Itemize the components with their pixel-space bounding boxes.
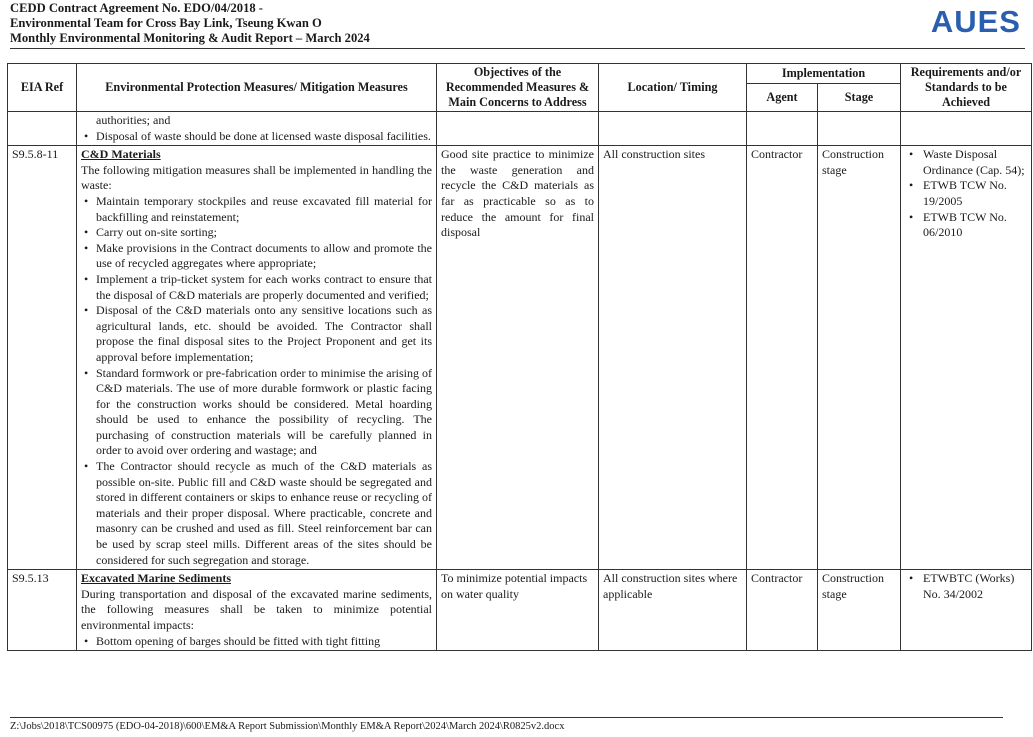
- measures-list: [81, 634, 432, 650]
- header-location: Location/ Timing: [599, 64, 747, 112]
- cell-objectives: Good site practice to minimize the waste generation and recycle the C&D materials as far as practicable so as to reduce the amount for final disposal: [437, 146, 599, 570]
- cell-eia-ref: S9.5.8-11: [8, 146, 77, 570]
- cell-objectives: To minimize potential impacts on water quality: [437, 570, 599, 651]
- cell-requirements: [901, 112, 1032, 146]
- file-path-footer: Z:\Jobs\2018\TCS00975 (EDO-04-2018)\600\EM&A Report Submission\Monthly EM&A Report\2024\March 2024\R0825v2.docx: [10, 721, 565, 732]
- header-requirements: Requirements and/or Standards to be Achieved: [901, 64, 1032, 112]
- measure-title: C&D Materials: [81, 147, 161, 162]
- list-item: • ETWB TCW No. 19/2005: [923, 178, 1027, 209]
- list-item: • Bottom opening of barges should be fitted with tight fitting: [96, 634, 432, 650]
- team-line: Environmental Team for Cross Bay Link, Tseung Kwan O: [10, 16, 322, 30]
- measure-intro: During transportation and disposal of the excavated marine sediments, the following measures shall be taken to minimize potential environmental impacts:: [81, 586, 432, 632]
- cell-requirements: [901, 570, 1032, 651]
- report-title-block: [10, 1, 370, 46]
- cell-objectives: [437, 112, 599, 146]
- cell-agent: Contractor: [747, 570, 818, 651]
- cell-agent: [747, 112, 818, 146]
- list-item: • Carry out on-site sorting;: [96, 225, 432, 241]
- cell-measures: [77, 570, 437, 651]
- header-implementation: Implementation: [747, 64, 901, 84]
- report-line: Monthly Environmental Monitoring & Audit Report – March 2024: [10, 31, 370, 45]
- cell-stage: Construction stage: [818, 146, 901, 570]
- requirements-list: [905, 147, 1027, 241]
- header-divider: [10, 48, 1025, 49]
- list-item: • Implement a trip-ticket system for each works contract to ensure that the disposal of C&D materials are properly documented and verified;: [96, 272, 432, 303]
- mitigation-measures-table: [7, 63, 1032, 651]
- list-item: • ETWBTC (Works) No. 34/2002: [923, 571, 1027, 602]
- measures-list: [81, 194, 432, 568]
- list-item: • Make provisions in the Contract documents to allow and promote the use of recycled aggregates where appropriate;: [96, 241, 432, 272]
- continued-text: authorities; and: [96, 113, 171, 127]
- header-stage: Stage: [818, 84, 901, 112]
- cell-measures: [77, 146, 437, 570]
- list-item: • Standard formwork or pre-fabrication order to minimise the arising of C&D materials. The use of more durable formwork or plastic facing for the construction works should be considered. Metal hoarding should be used to enhance the possibility of recycling. The purchasing of construction materials will be carefully planned in order to avoid over ordering and wastage; and: [96, 366, 432, 460]
- cell-eia-ref: [8, 112, 77, 146]
- list-item: • Waste Disposal Ordinance (Cap. 54);: [923, 147, 1027, 178]
- cell-location: All construction sites where applicable: [599, 570, 747, 651]
- measures-list: [81, 129, 432, 145]
- list-item: • The Contractor should recycle as much of the C&D materials as possible on-site. Public fill and C&D waste should be segregated and stored in different containers or skips to enhance reuse or recycling of materials and their proper disposal. Where practicable, concrete and masonry can be crushed and used as fill. Steel reinforcement bar can be used by scrap steel mills. Different areas of the sites should be considered for such segregation and storage.: [96, 459, 432, 568]
- header-objectives: Objectives of the Recommended Measures & Main Concerns to Address: [437, 64, 599, 112]
- header-eia-ref: EIA Ref: [8, 64, 77, 112]
- requirements-list: [905, 571, 1027, 602]
- cell-requirements: [901, 146, 1032, 570]
- contract-line: CEDD Contract Agreement No. EDO/04/2018 -: [10, 1, 264, 15]
- list-item: • Maintain temporary stockpiles and reuse excavated fill material for backfilling and reinstatement;: [96, 194, 432, 225]
- measure-title: Excavated Marine Sediments: [81, 571, 231, 586]
- table-row: [8, 112, 1032, 146]
- cell-measures: [77, 112, 437, 146]
- cell-agent: Contractor: [747, 146, 818, 570]
- page-header: [10, 1, 1025, 47]
- list-item: • Disposal of the C&D materials onto any sensitive locations such as agricultural lands, etc. should be avoided. The Contractor shall propose the final disposal sites to the Project Proponent and get its approval before implementation;: [96, 303, 432, 365]
- cell-stage: Construction stage: [818, 570, 901, 651]
- aues-logo: AUES: [930, 4, 1021, 39]
- cell-stage: [818, 112, 901, 146]
- cell-location: All construction sites: [599, 146, 747, 570]
- measure-intro: The following mitigation measures shall be implemented in handling the waste:: [81, 162, 432, 193]
- table-row: [8, 570, 1032, 651]
- list-item: • ETWB TCW No. 06/2010: [923, 210, 1027, 241]
- cell-location: [599, 112, 747, 146]
- table-row: [8, 146, 1032, 570]
- header-measures: Environmental Protection Measures/ Mitigation Measures: [77, 64, 437, 112]
- list-item: • Disposal of waste should be done at licensed waste disposal facilities.: [96, 129, 432, 145]
- cell-eia-ref: S9.5.13: [8, 570, 77, 651]
- footer-divider: [10, 717, 1003, 718]
- header-agent: Agent: [747, 84, 818, 112]
